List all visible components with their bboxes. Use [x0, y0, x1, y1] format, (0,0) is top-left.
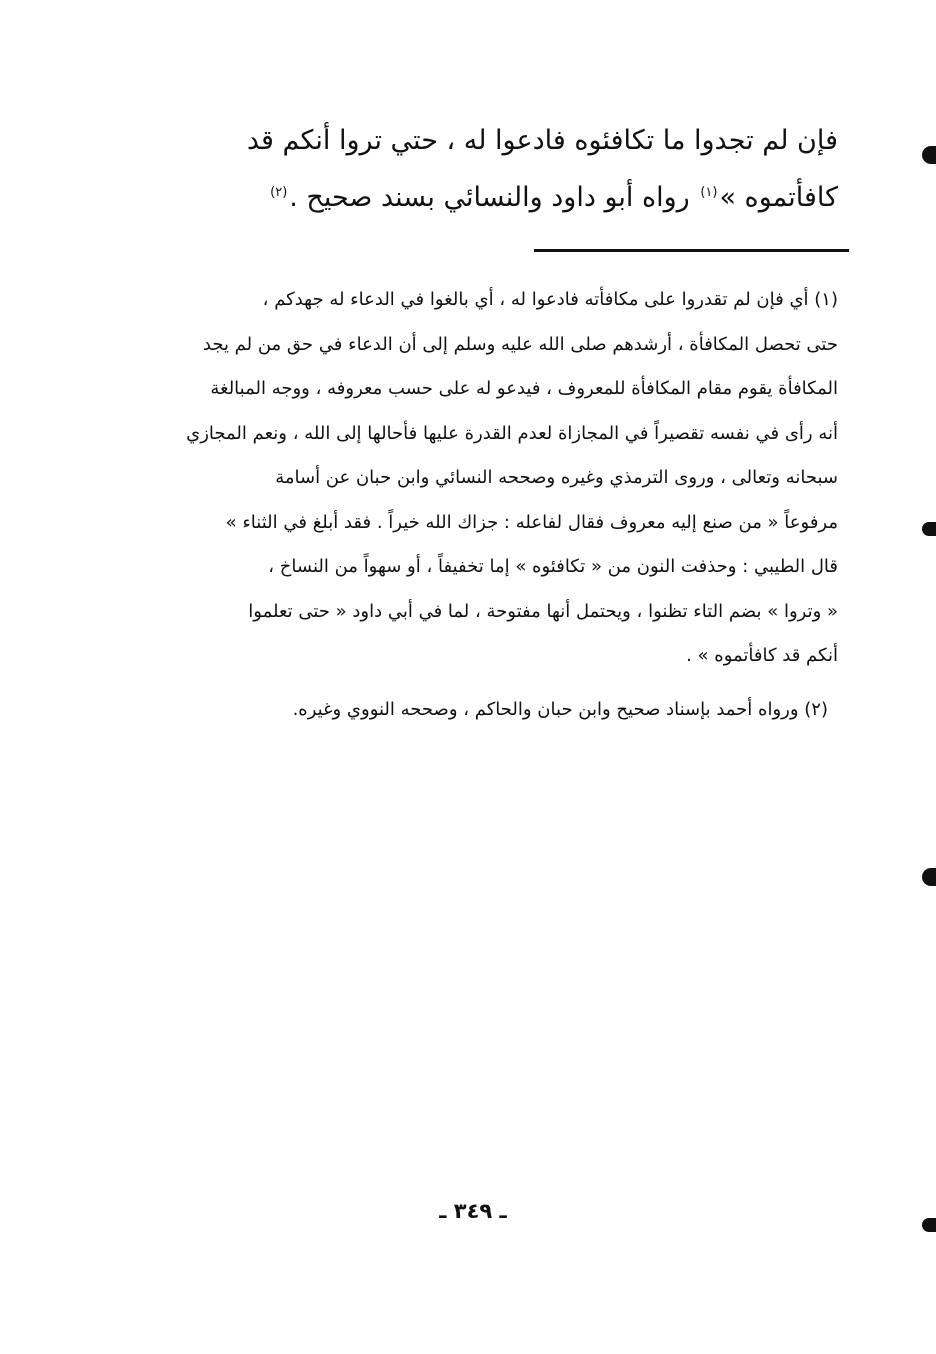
- footnote-2: (٢) ورواه أحمد بإسناد صحيح وابن حبان والحاكم ، وصححه النووي وغيره.: [292, 699, 828, 720]
- footnote-line: قال الطيبي : وحذفت النون من « تكافئوه » إما تخفيفاً ، أو سهواً من النساخ ،: [268, 556, 838, 577]
- main-text-line: فإن لم تجدوا ما تكافئوه فادعوا له ، حتي تروا أنكم قد: [246, 125, 838, 156]
- main-text-segment: رواه أبو داود والنسائي بسند صحيح .: [289, 182, 690, 213]
- thumb-index-mark: [922, 146, 936, 164]
- footnote-line: حتى تحصل المكافأة ، أرشدهم صلى الله عليه وسلم إلى أن الدعاء في حق من لم يجد: [202, 333, 838, 355]
- footnote-line: مرفوعاً « من صنع إليه معروف فقال لفاعله : جزاك الله خيراً . فقد أبلغ في الثناء »: [225, 511, 838, 533]
- page-number: ـ ٣٤٩ ـ: [439, 1199, 507, 1223]
- footnote-line: المكافأة يقوم مقام المكافأة للمعروف ، فيدعو له على حسب معروفه ، ووجه المبالغة: [210, 378, 838, 399]
- footnote-line: سبحانه وتعالى ، وروى الترمذي وغيره وصححه النسائي وابن حبان عن أسامة: [275, 467, 838, 488]
- thumb-index-mark: [922, 522, 936, 536]
- thumb-index-mark: [922, 1218, 936, 1232]
- main-text-line: [108, 169, 838, 226]
- footnote-line: (١) أي فإن لم تقدروا على مكافأته فادعوا له ، أي بالغوا في الدعاء له جهدكم ،: [262, 289, 838, 310]
- footnote-1: [104, 278, 838, 679]
- footnote-ref-2[interactable]: (٢): [270, 185, 288, 200]
- main-text: [108, 112, 838, 226]
- thumb-index-mark: [922, 868, 936, 886]
- footnote-line: « وتروا » بضم التاء تظنوا ، ويحتمل أنها مفتوحة ، لما في أبي داود « حتى تعلموا: [248, 600, 838, 622]
- footnote-line: أنه رأى في نفسه تقصيراً في المجازاة لعدم القدرة عليها فأحالها إلى الله ، ونعم المجازي: [186, 422, 838, 444]
- footnote-line: أنكم قد كافأتموه » .: [686, 645, 838, 666]
- footnote-separator: [534, 249, 849, 252]
- footnote-ref-1[interactable]: (١): [700, 185, 718, 200]
- main-text-segment: كافأتموه »: [719, 182, 838, 213]
